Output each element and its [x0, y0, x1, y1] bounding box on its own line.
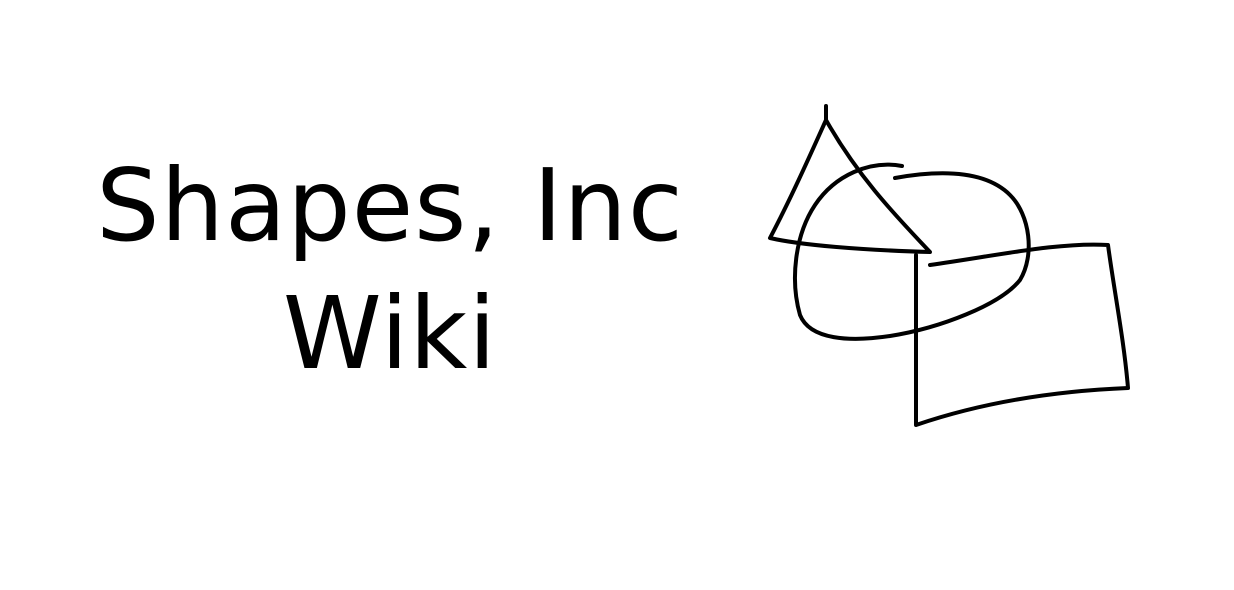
- wiki-label: Wiki: [282, 275, 498, 392]
- wiki-title: [40, 142, 740, 398]
- company-name: Shapes, Inc: [96, 147, 684, 264]
- hand-drawn-shapes-logo-icon: [740, 90, 1160, 450]
- triangle-shape: [770, 106, 930, 252]
- rectangle-shape: [916, 245, 1128, 425]
